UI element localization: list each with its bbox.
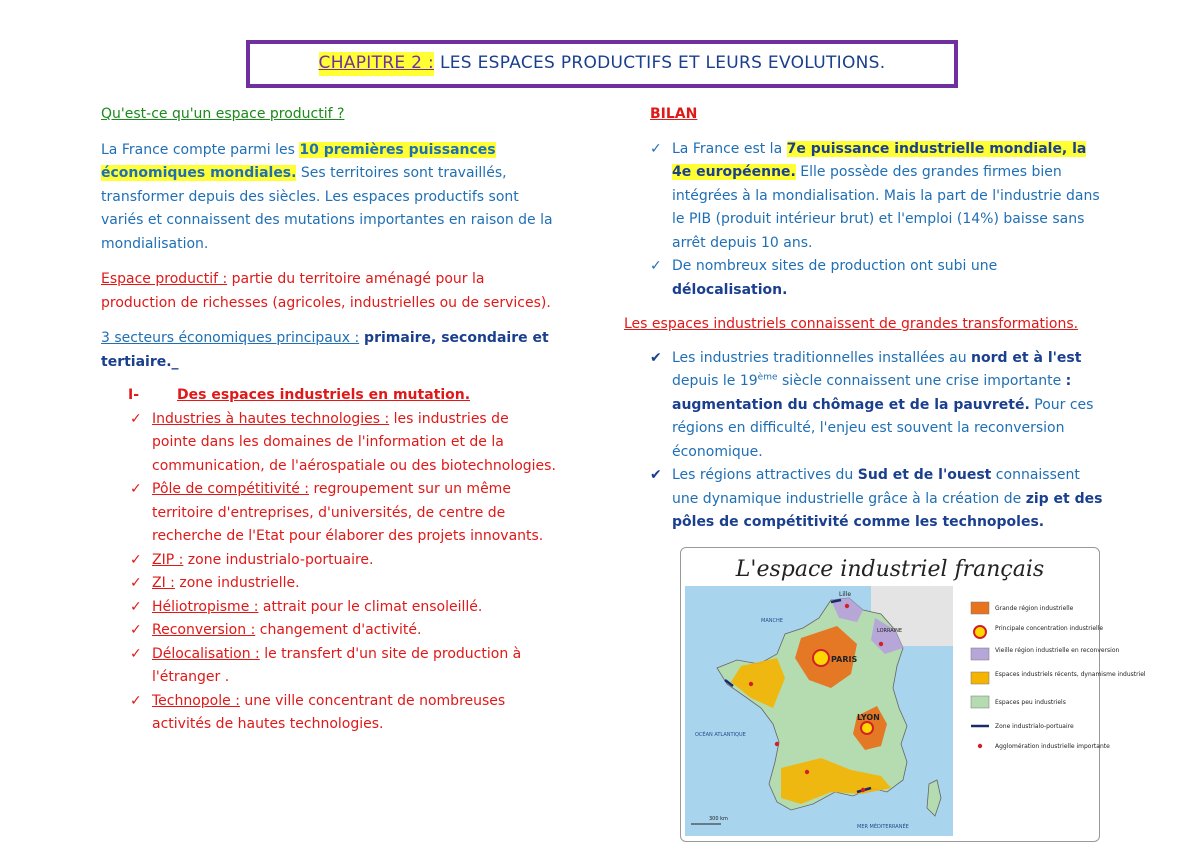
map-title: L'espace industriel français xyxy=(735,557,1045,582)
list-item: ✓ Reconversion : changement d'activité. xyxy=(128,619,556,643)
check-icon: ✔ xyxy=(650,467,662,483)
intro-highlight: 10 premières puissances économiques mondiales. xyxy=(101,141,496,181)
right-column xyxy=(624,103,1104,535)
map-legend xyxy=(971,602,1146,750)
city-label-lyon: LYON xyxy=(857,713,880,722)
section-i-heading xyxy=(101,384,556,408)
legend-swatch xyxy=(971,696,989,708)
city-label-lorraine: LORRAINE xyxy=(877,628,903,634)
check-icon: ✓ xyxy=(130,598,142,615)
city-dot xyxy=(861,788,865,792)
chapter-title-box xyxy=(246,40,958,88)
legend-swatch xyxy=(971,602,989,614)
city-dot xyxy=(805,770,809,774)
sea-label-atlantic: OCÉAN ATLANTIQUE xyxy=(695,732,746,738)
list-item: ✓ La France est la 7e puissance industrielle mondiale, la 4e européenne. Elle possède des grandes firmes bien intégrées à la mondialisation. Mais la part de l'industrie dans le PIB (produit intérieur brut) et l'emploi (14%) baisse sans arrêt depuis 10 ans. xyxy=(648,138,1104,256)
list-item: ✓ Industries à hautes technologies : les industries de pointe dans les domaines de l'information et de la communication, de l'aérospatiale ou des biotechnologies. xyxy=(128,408,556,479)
bilan-heading: BILAN xyxy=(650,106,698,122)
question-heading: Qu'est-ce qu'un espace productif ? xyxy=(101,106,345,122)
concentration-paris xyxy=(813,650,829,666)
list-item: ✔ Les régions attractives du Sud et de l'ouest connaissent une dynamique industrielle grâce à la création de zip et des pôles de compétitivité comme les technopoles. xyxy=(648,464,1104,535)
chapter-title: LES ESPACES PRODUCTIFS ET LEURS EVOLUTIONS. xyxy=(439,53,886,74)
check-icon: ✓ xyxy=(130,692,142,709)
definitions-list xyxy=(128,408,556,737)
industrial-map-figure xyxy=(680,547,1146,842)
legend-label: Agglomération industrielle importante xyxy=(995,743,1110,750)
legend-label: Espaces peu industriels xyxy=(995,699,1066,706)
legend-label: Principale concentration industrielle xyxy=(995,625,1104,632)
check-icon: ✓ xyxy=(130,481,142,497)
france-map-svg xyxy=(681,548,1146,841)
left-column xyxy=(101,103,556,737)
intro-paragraph: La France compte parmi les 10 premières puissances économiques mondiales. Ses territoires sont travaillés, transformer depuis des siècles. Les espaces productifs sont variés et connaissent des mutations importantes en raison de la mondialisation. xyxy=(101,141,553,252)
section-title: Des espaces industriels en mutation. xyxy=(177,387,471,403)
legend-swatch xyxy=(978,744,982,748)
list-item: ✓ Pôle de compétitivité : regroupement sur un même territoire d'entreprises, d'universités, de centre de recherche de l'Etat pour élaborer des projets innovants. xyxy=(128,478,556,549)
legend-label: Espaces industriels récents, dynamisme industriel xyxy=(995,671,1146,678)
city-dot xyxy=(775,742,779,746)
legend-label: Vieille région industrielle en reconversion xyxy=(995,647,1120,654)
scale-label: 300 km xyxy=(709,816,728,822)
list-item: ✓ Technopole : une ville concentrant de nombreuses activités de hautes technologies. xyxy=(128,690,556,737)
check-icon: ✓ xyxy=(130,575,142,591)
legend-swatch xyxy=(974,626,986,638)
city-dot xyxy=(749,682,753,686)
concentration-lyon xyxy=(861,722,873,734)
city-label-paris: PARIS xyxy=(831,655,858,664)
list-item: ✔ Les industries traditionnelles installées au nord et à l'est depuis le 19ème siècle connaissent une crise importante : augmentation du chômage et de la pauvreté. Pour ces régions en difficulté, l'enjeu est souvent la reconversion économique. xyxy=(648,347,1104,465)
bilan-list xyxy=(648,138,1104,303)
sectors-paragraph: 3 secteurs économiques principaux : primaire, secondaire et tertiaire._ xyxy=(101,330,549,370)
list-item: ✓ De nombreux sites de production ont subi une délocalisation. xyxy=(648,255,1104,302)
list-item: ✓ Héliotropisme : attrait pour le climat ensoleillé. xyxy=(128,596,556,620)
transformations-heading: Les espaces industriels connaissent de grandes transformations. xyxy=(624,316,1079,332)
check-icon: ✓ xyxy=(130,551,142,568)
check-icon: ✓ xyxy=(130,410,142,427)
city-dot xyxy=(845,604,849,608)
legend-swatch xyxy=(971,672,989,684)
check-icon: ✓ xyxy=(650,258,662,274)
check-icon: ✓ xyxy=(130,645,142,662)
legend-swatch xyxy=(971,648,989,660)
check-icon: ✓ xyxy=(130,622,142,638)
transformations-list xyxy=(648,347,1104,535)
city-label-lille: Lille xyxy=(839,591,852,598)
check-icon: ✔ xyxy=(650,349,662,366)
section-number: I- xyxy=(128,387,140,403)
legend-label: Grande région industrielle xyxy=(995,605,1074,612)
sea-label-manche: MANCHE xyxy=(761,618,783,624)
list-item: ✓ ZI : zone industrielle. xyxy=(128,572,556,596)
chapter-label: CHAPITRE 2 : xyxy=(319,52,434,76)
definition-espace-productif: Espace productif : partie du territoire aménagé pour la production de richesses (agricoles, industrielles ou de services). xyxy=(101,271,551,311)
list-item: ✓ ZIP : zone industrialo-portuaire. xyxy=(128,549,556,573)
sea-label-mediterranean: MER MÉDITERRANÉE xyxy=(857,824,909,830)
city-dot xyxy=(879,642,883,646)
list-item: ✓ Délocalisation : le transfert d'un site de production à l'étranger . xyxy=(128,643,556,690)
check-icon: ✓ xyxy=(650,140,662,157)
legend-label: Zone industrialo-portuaire xyxy=(995,723,1074,730)
